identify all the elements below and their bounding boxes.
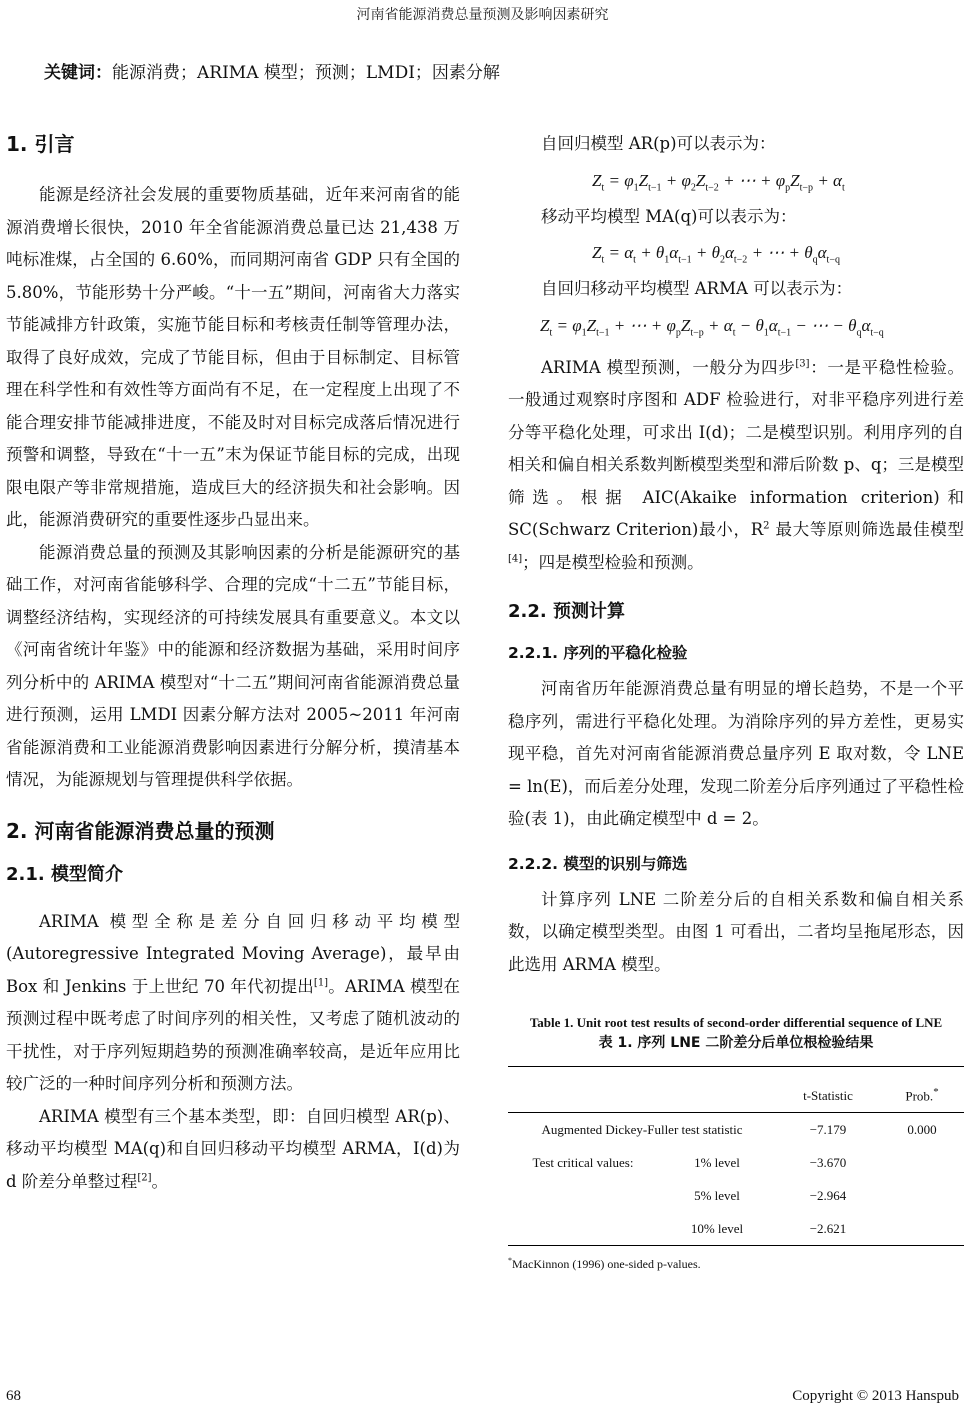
section-1-paragraph-2: 能源消费总量的预测及其影响因素的分析是能源研究的基础工作，对河南省能够科学、合理的完成“十二五”节能目标，调整经济结构，实现经济的可持续发展具有重要意义。本文以《河南省统计年鉴》中的能源和经济数据为基础，采用时间序列分析中的 ARIMA 模型对“十二五”期间河南省能源消费总量进行预测，运用 LMDI 因素分解方法对 2005~2011 年河南省能源消费和工业能源消费影响因素进行分解分析，摸清基本情况，为能源规划与管理提供科学依据。: [6, 542, 460, 789]
text-span: 最大等原则筛选最佳模型: [769, 520, 965, 539]
level-label: 1% level: [694, 1154, 740, 1170]
model-steps-paragraph: [508, 352, 964, 580]
table-row: [508, 1212, 964, 1246]
empty-cell: [508, 1212, 658, 1246]
header-cell-blank: [658, 1079, 776, 1113]
left-column: [6, 128, 460, 1198]
text-span: ：一是平稳性检验。一般通过观察时序图和 ADF 检验进行，对非平稳序列进行差分等平稳化处理，可求出 I(d)；二是模型识别。利用序列的自相关和偏自相关系数判断模型类型和滞后阶数 p、q；三是模型筛选。根据 AIC(Akaike information criterion)和 SC(Schwarz Criterion)最小，R: [508, 357, 964, 539]
adf-prob: 0.000: [907, 1121, 937, 1137]
level-label: 5% level: [694, 1187, 740, 1203]
section-2-2-2-title: 2.2.2. 模型的识别与筛选: [508, 854, 688, 873]
footnote-mark: *: [508, 1256, 512, 1265]
prob-footnote-mark: *: [933, 1086, 939, 1099]
unit-root-table: [508, 1066, 964, 1246]
citation-4[interactable]: [4]: [508, 553, 523, 564]
text-span: ARIMA 模型有三个基本类型，即：自回归模型 AR(p)、移动平均模型 MA(q)和自回归移动平均模型 ARMA，I(d)为 d 阶差分单整过程: [6, 1106, 460, 1191]
table-1-caption-zh: 表 1. 序列 LNE 二阶差分后单位根检验结果: [598, 1035, 874, 1051]
section-2-title: 2. 河南省能源消费总量的预测: [6, 818, 275, 843]
level-t-statistic: −2.964: [809, 1187, 847, 1203]
text-span: ARIMA 模型全称是差分自回归移动平均模型 (Autoregressive Integrated Moving Average)，最早由 Box 和 Jenkins 于上世纪 70 年代初提出: [6, 911, 460, 996]
citation-2[interactable]: [2]: [137, 1172, 152, 1183]
section-1-title: 1. 引言: [6, 132, 75, 156]
empty-cell: [508, 1179, 658, 1212]
adf-t-statistic: −7.179: [809, 1121, 847, 1137]
citation-3[interactable]: [3]: [795, 358, 810, 369]
page-number: 68: [6, 1388, 21, 1404]
section-2-1-title: 2.1. 模型简介: [6, 863, 123, 885]
section-2-2-1-title: 2.2.1. 序列的平稳化检验: [508, 644, 688, 662]
header-prob: [880, 1079, 964, 1113]
r-squared-exponent: 2: [763, 520, 770, 532]
table-footnote: [508, 1256, 964, 1272]
text-span: ；四是模型检验和预测。: [522, 552, 704, 572]
table-row: [508, 1179, 964, 1212]
arma-intro: 自回归移动平均模型 ARMA 可以表示为：: [541, 279, 853, 298]
critical-values-label: Test critical values:: [532, 1154, 634, 1170]
text-span: MacKinnon (1996) one-sided p-values.: [512, 1257, 701, 1271]
citation-1[interactable]: [1]: [313, 977, 329, 988]
table-row: [508, 1146, 964, 1179]
keywords-label: 关键词：: [44, 63, 112, 83]
section-1-paragraph-1: 能源是经济社会发展的重要物质基础，近年来河南省的能源消费增长很快，2010 年全省能源消费总量已达 21,438 万吨标准煤，占全国的 6.60%，而同期河南省 GDP 只有全国的 5.80%，节能形势十分严峻。“十一五”期间，河南省大力落实节能减排方针政策，实施节能目标和考核责任制等管理办法，取得了良好成效，完成了节能目标，但由于目标制定、目标管理在科学性和有效性等方面尚有不足，在一定程度上出现了不能合理安排节能减排进度，不能及时对目标完成落后情况进行预警和调整，导致在“十一五”末为保证节能目标的完成，出现限电限产等非常规措施，造成巨大的经济损失和社会影响。因此，能源消费研究的重要性逐步凸显出来。: [6, 185, 460, 529]
ar-formula: $Z_t = \varphi_1Z_{t-1} + \varphi_2Z_{t-2}$ + ⋯ + $\varphi_pZ_{t-p} + \alpha_t$: [592, 170, 845, 193]
adf-label: Augmented Dickey-Fuller test statistic: [541, 1121, 743, 1137]
level-label: 10% level: [658, 1212, 776, 1246]
ma-formula: $Z_t = \alpha_t + \theta_1\alpha_{t-1} + \theta_2\alpha_{t-2}$ + ⋯ + $\theta_q\alpha_{t-q}$: [592, 243, 840, 266]
empty-cell: [880, 1146, 964, 1179]
text-span: Prob.: [905, 1088, 934, 1104]
table-header-row: [508, 1079, 964, 1113]
text-span: ARIMA 模型预测，一般分为四步: [541, 357, 796, 377]
ma-intro: 移动平均模型 MA(q)可以表示为：: [541, 206, 797, 226]
keywords-text: 能源消费；ARIMA 模型；预测；LMDI；因素分解: [112, 63, 500, 83]
keywords: [44, 58, 500, 83]
section-2-2-title: 2.2. 预测计算: [508, 601, 625, 622]
arma-formula: $Z_t = \varphi_1Z_{t-1}$ + ⋯ + $\varphi_pZ_{t-p} + \alpha_t - \theta_1\alpha_{t-1}$ − ⋯ − $\theta_q\alpha_{t-q}$: [540, 315, 884, 338]
section-2-1-paragraph-2: [6, 1101, 460, 1199]
empty-cell: [880, 1179, 964, 1212]
table-1-caption-en: Table 1. Unit root test results of second-order differential sequence of LNE: [529, 1015, 943, 1030]
header-cell-blank: [508, 1079, 658, 1113]
empty-cell: [880, 1212, 964, 1246]
table-top-rule: [508, 1067, 964, 1080]
section-2-2-2-paragraph: 计算序列 LNE 二阶差分后的自相关系数和偏自相关系数，以确定模型类型。由图 1 可看出，二者均呈拖尾形态，因此选用 ARMA 模型。: [508, 889, 964, 974]
text-span: 。: [151, 1171, 168, 1191]
copyright: Copyright © 2013 Hanspub: [792, 1388, 959, 1404]
running-header: 河南省能源消费总量预测及影响因素研究: [356, 7, 609, 23]
table-row: [508, 1113, 964, 1147]
right-column: [508, 128, 964, 1272]
header-t-statistic: t-Statistic: [776, 1079, 880, 1113]
section-2-2-1-paragraph: 河南省历年能源消费总量有明显的增长趋势，不是一个平稳序列，需进行平稳化处理。为消除序列的异方差性，更易实现平稳，首先对河南省能源消费总量序列 E 取对数，令 LNE = ln(E)，而后差分处理，发现二阶差分后序列通过了平稳性检验(表 1)，由此确定模型中 d = 2。: [508, 679, 964, 828]
level-t-statistic: −3.670: [809, 1154, 847, 1170]
level-t-statistic: −2.621: [776, 1212, 880, 1246]
text-span: 。ARIMA 模型在预测过程中既考虑了时间序列的相关性，又考虑了随机波动的干扰性，对于序列短期趋势的预测准确率较高，是近年应用比较广泛的一种时间序列分析和预测方法。: [6, 976, 460, 1093]
ar-intro: 自回归模型 AR(p)可以表示为：: [541, 134, 776, 153]
table-1: [508, 1015, 964, 1272]
section-2-1-paragraph-1: [6, 906, 460, 1101]
